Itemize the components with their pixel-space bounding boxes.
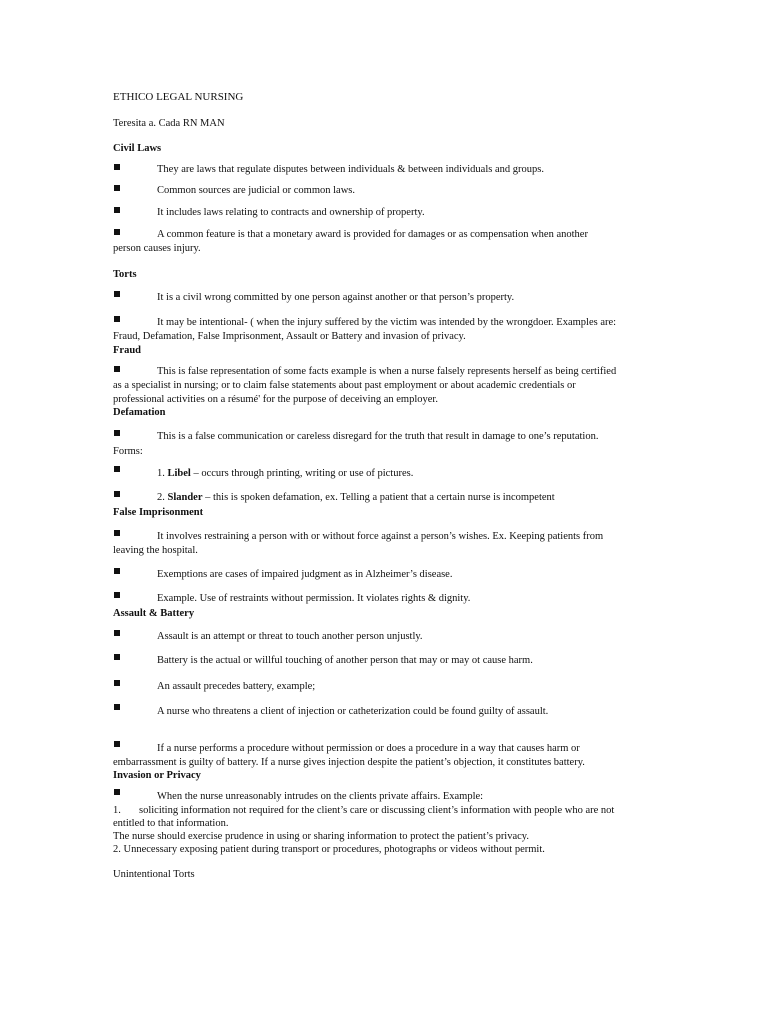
civil-bullet-4-line-1: A common feature is that a monetary award is provided for damages or as compensation when another: [157, 229, 588, 240]
privacy-bullet-1: When the nurse unreasonably intrudes on the clients private affairs. Example:: [157, 791, 484, 802]
assault-bullet-5-line-2: embarrassment is guilty of battery. If a nurse gives injection despite the patient’s objection, it constitutes battery.: [113, 757, 585, 768]
bullet-icon: [114, 530, 120, 536]
privacy-point-1-line-2: entitled to that information.: [113, 818, 229, 829]
slander-item: [157, 491, 555, 504]
privacy-point-1-number: 1.: [113, 805, 121, 816]
bullet-icon: [114, 491, 120, 497]
author-line: Teresita a. Cada RN MAN: [113, 118, 225, 129]
bullet-icon: [114, 207, 120, 213]
defamation-bullet-1: This is a false communication or careless disregard for the truth that result in damage to one’s reputation.: [157, 431, 599, 442]
civil-bullet-1: They are laws that regulate disputes between individuals & between individuals and groups.: [157, 164, 544, 175]
heading-torts: Torts: [113, 269, 137, 280]
civil-bullet-3: It includes laws relating to contracts and ownership of property.: [157, 207, 425, 218]
bullet-icon: [114, 654, 120, 660]
slander-text: – this is spoken defamation, ex. Telling a patient that a certain nurse is incompetent: [202, 492, 555, 503]
fraud-bullet-1-line-3: professional activities on a résumé' for the purpose of deceiving an employer.: [113, 394, 438, 405]
privacy-note: The nurse should exercise prudence in using or sharing information to protect the patient’s privacy.: [113, 831, 529, 842]
slander-number: 2.: [157, 492, 168, 503]
defamation-forms-label: Forms:: [113, 446, 143, 457]
heading-defamation: Defamation: [113, 407, 166, 418]
torts-bullet-1: It is a civil wrong committed by one person against another or that person’s property.: [157, 292, 515, 303]
bullet-icon: [114, 704, 120, 710]
civil-bullet-2: Common sources are judicial or common laws.: [157, 185, 355, 196]
heading-invasion-privacy: Invasion or Privacy: [113, 770, 201, 781]
heading-civil-laws: Civil Laws: [113, 143, 162, 154]
privacy-point-1-line-1: soliciting information not required for the client’s care or discussing client’s information with people who are not: [139, 805, 615, 816]
false-imprisonment-bullet-1-line-1: It involves restraining a person with or without force against a person’s wishes. Ex. Keeping patients from: [157, 531, 604, 542]
fraud-bullet-1-line-2: as a specialist in nursing; or to claim false statements about past employment or about academic credentials or: [113, 380, 576, 391]
unintentional-torts-heading: Unintentional Torts: [113, 869, 195, 880]
torts-bullet-2-line-2: Fraud, Defamation, False Imprisonment, Assault or Battery and invasion of privacy.: [113, 331, 466, 342]
heading-assault-battery: Assault & Battery: [113, 608, 195, 619]
heading-fraud: Fraud: [113, 345, 142, 356]
assault-bullet-3: An assault precedes battery, example;: [157, 681, 316, 692]
heading-false-imprisonment: False Imprisonment: [113, 507, 204, 518]
false-imprisonment-bullet-2: Exemptions are cases of impaired judgment as in Alzheimer’s disease.: [157, 569, 453, 580]
fraud-bullet-1-line-1: This is false representation of some facts example is when a nurse falsely represents herself as being certified: [157, 366, 617, 377]
bullet-icon: [114, 741, 120, 747]
bullet-icon: [114, 291, 120, 297]
bullet-icon: [114, 316, 120, 322]
slander-term: Slander: [167, 492, 203, 503]
bullet-icon: [114, 466, 120, 472]
torts-bullet-2-line-1: It may be intentional- ( when the injury suffered by the victim was intended by the wrongdoer. Examples are:: [157, 317, 617, 328]
bullet-icon: [114, 164, 120, 170]
libel-term: Libel: [167, 468, 191, 479]
false-imprisonment-bullet-1-line-2: leaving the hospital.: [113, 545, 198, 556]
assault-bullet-2: Battery is the actual or willful touching of another person that may or may ot cause harm.: [157, 655, 533, 666]
libel-item: [157, 467, 413, 480]
libel-text: – occurs through printing, writing or use of pictures.: [190, 468, 414, 479]
bullet-icon: [114, 229, 120, 235]
bullet-icon: [114, 789, 120, 795]
civil-bullet-4-line-2: person causes injury.: [113, 243, 201, 254]
false-imprisonment-bullet-3: Example. Use of restraints without permission. It violates rights & dignity.: [157, 593, 471, 604]
bullet-icon: [114, 568, 120, 574]
libel-number: 1.: [157, 468, 168, 479]
privacy-point-2: 2. Unnecessary exposing patient during transport or procedures, photographs or videos without permit.: [113, 844, 545, 855]
bullet-icon: [114, 430, 120, 436]
assault-bullet-1: Assault is an attempt or threat to touch another person unjustly.: [157, 631, 423, 642]
assault-bullet-5-line-1: If a nurse performs a procedure without permission or does a procedure in a way that causes harm or: [157, 743, 580, 754]
bullet-icon: [114, 630, 120, 636]
bullet-icon: [114, 366, 120, 372]
bullet-icon: [114, 185, 120, 191]
assault-bullet-4: A nurse who threatens a client of injection or catheterization could be found guilty of assault.: [157, 706, 549, 717]
bullet-icon: [114, 680, 120, 686]
bullet-icon: [114, 592, 120, 598]
document-title: ETHICO LEGAL NURSING: [113, 91, 244, 103]
